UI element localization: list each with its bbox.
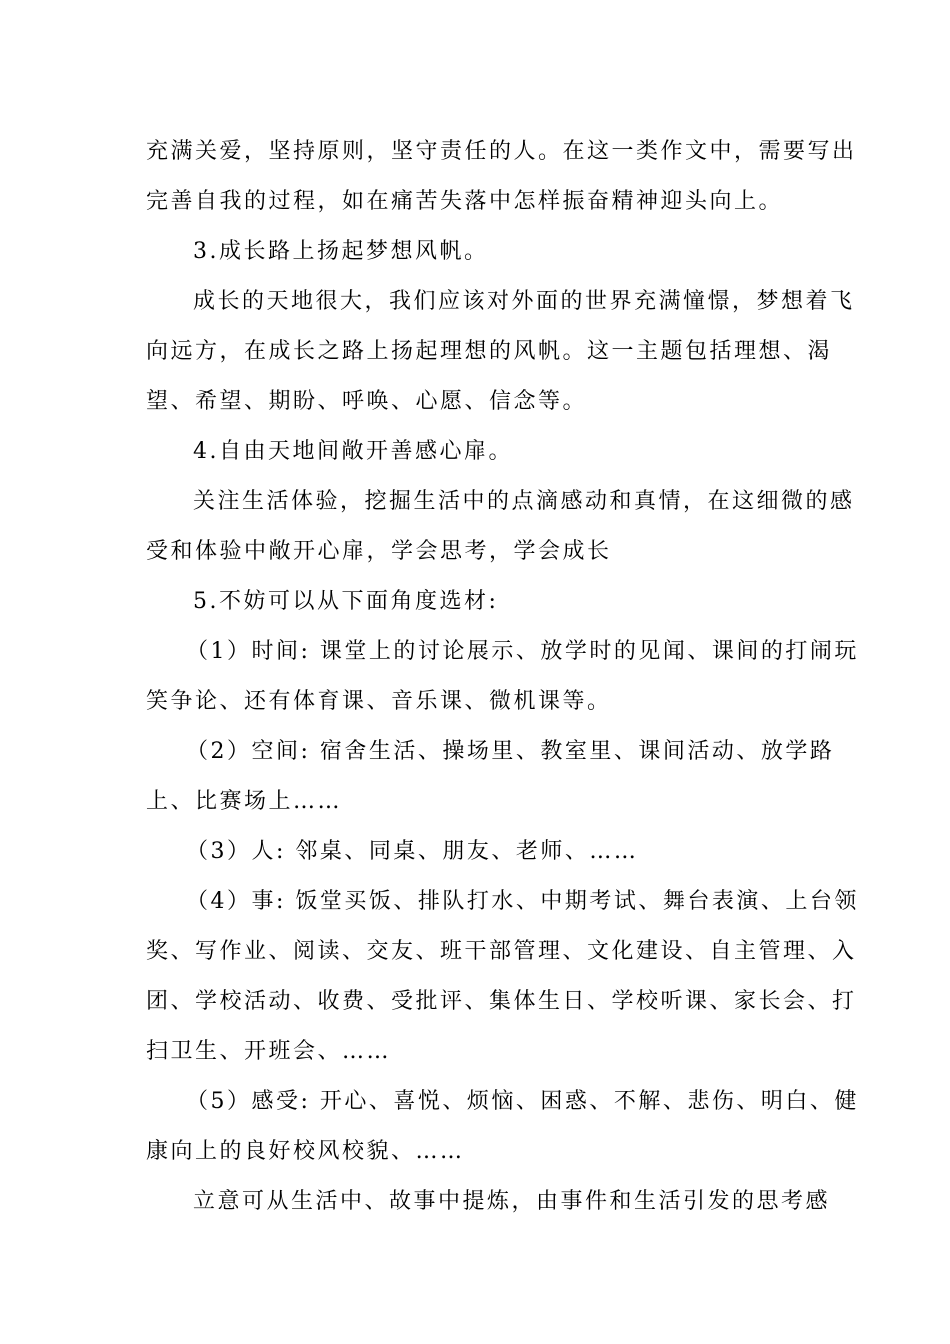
list-item-line: 康向上的良好校风校貌、…… <box>146 1139 465 1164</box>
paragraph-line: 充满关爱，坚持原则，坚守责任的人。在这一类作文中，需要写出 <box>146 139 857 164</box>
list-item-line: （1）时间: 课堂上的讨论展示、放学时的见闻、课间的打闹玩 <box>186 639 859 664</box>
paragraph-line: 关注生活体验，挖掘生活中的点滴感动和真情，在这细微的感 <box>193 489 855 514</box>
list-item-line: 上、比赛场上…… <box>146 789 343 814</box>
list-item-line: 奖、写作业、阅读、交友、班干部管理、文化建设、自主管理、入 <box>146 939 857 964</box>
paragraph-line: 成长的天地很大，我们应该对外面的世界充满憧憬，梦想着飞 <box>193 289 855 314</box>
list-item-line: （4）事: 饭堂买饭、排队打水、中期考试、舞台表演、上台领 <box>186 889 859 914</box>
paragraph-line: 立意可从生活中、故事中提炼，由事件和生活引发的思考感 <box>193 1189 831 1214</box>
list-item-line: （2）空间: 宿舍生活、操场里、教室里、课间活动、放学路 <box>186 739 835 764</box>
paragraph-line: 完善自我的过程，如在痛苦失落中怎样振奋精神迎头向上。 <box>146 189 784 214</box>
paragraph-line: 向远方，在成长之路上扬起理想的风帆。这一主题包括理想、渴 <box>146 339 833 364</box>
section-heading: 3.成长路上扬起梦想风帆。 <box>193 239 489 264</box>
section-heading: 5.不妨可以从下面角度选材: <box>193 589 499 614</box>
list-item-line: 扫卫生、开班会、…… <box>146 1039 392 1064</box>
list-item-line: 团、学校活动、收费、受批评、集体生日、学校听课、家长会、打 <box>146 989 857 1014</box>
list-item-line: （5）感受: 开心、喜悦、烦恼、困惑、不解、悲伤、明白、健 <box>186 1089 859 1114</box>
paragraph-line: 望、希望、期盼、呼唤、心愿、信念等。 <box>146 389 588 414</box>
list-item-line: （3）人: 邻桌、同桌、朋友、老师、…… <box>186 839 639 864</box>
section-heading: 4.自由天地间敞开善感心扉。 <box>193 439 513 464</box>
paragraph-line: 受和体验中敞开心扉，学会思考，学会成长 <box>146 539 612 564</box>
list-item-line: 笑争论、还有体育课、音乐课、微机课等。 <box>146 689 612 714</box>
